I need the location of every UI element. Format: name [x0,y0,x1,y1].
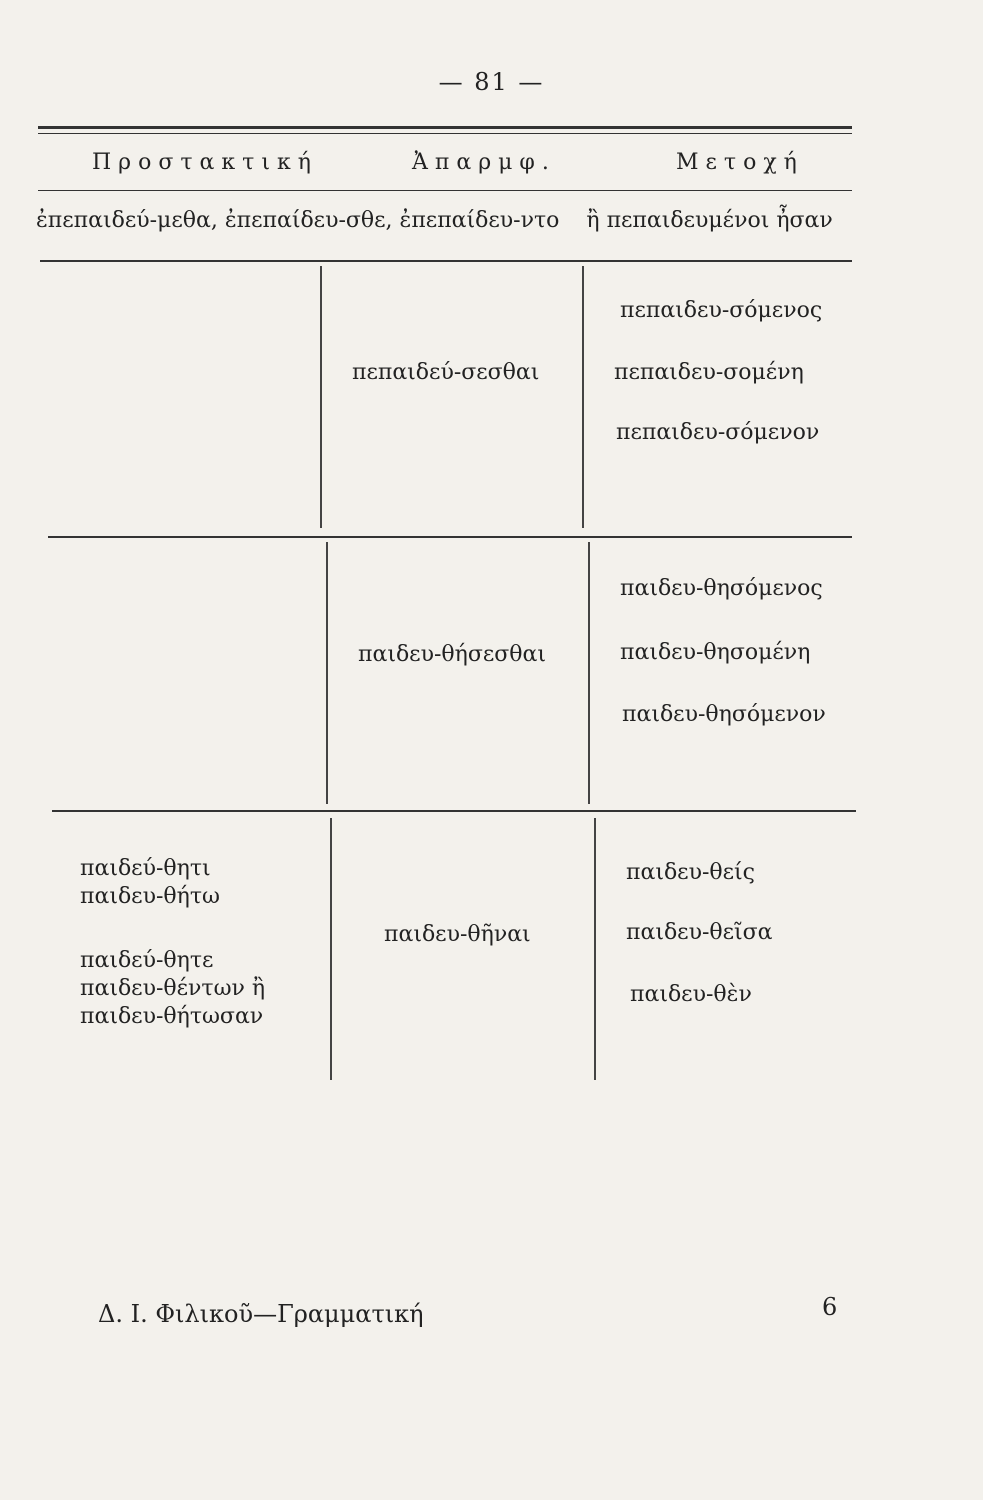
future-passive-participle-n: παιδευ-θησόμενον [622,702,826,727]
aorist-participle-m: παιδευ-θείς [626,860,755,885]
top-rule-thick [38,126,852,129]
divider-right-1 [582,266,584,528]
footer-sheet-number: 6 [822,1293,838,1321]
page-number: — 81 — [438,68,545,96]
future-perfect-participle-n: πεπαιδευ-σόμενον [616,420,820,445]
aorist-participle-n: παιδευ-θὲν [630,982,752,1007]
aorist-participle-f: παιδευ-θεῖσα [626,920,773,945]
aorist-imperative-4: παιδευ-θέντων ἢ [80,976,266,1001]
future-passive-infinitive: παιδευ-θήσεσθαι [358,642,546,667]
divider-left-2 [326,542,328,804]
header-infinitive: Ἀπαρμφ. [412,150,556,175]
top-rule-thin [38,133,852,134]
divider-left-3 [330,818,332,1080]
header-imperative: Προστακτική [92,150,318,175]
divider-left-1 [320,266,322,528]
header-rule [38,190,852,191]
aorist-imperative-5: παιδευ-θήτωσαν [80,1004,264,1029]
section-rule-1 [40,260,852,262]
divider-right-2 [588,542,590,804]
aorist-imperative-2: παιδευ-θήτω [80,884,220,909]
aorist-imperative-1: παιδεύ-θητι [80,856,211,881]
future-passive-participle-f: παιδευ-θησομένη [620,640,811,665]
header-participle: Μετοχή [676,150,804,175]
perfect-row [36,208,851,233]
future-passive-participle-m: παιδευ-θησόμενος [620,576,823,601]
aorist-imperative-3: παιδεύ-θητε [80,948,214,973]
divider-right-3 [594,818,596,1080]
perfect-participle: ἢ πεπαιδευμένοι ἦσαν [586,208,833,233]
section-rule-3 [52,810,856,812]
future-perfect-participle-f: πεπαιδευ-σομένη [614,360,804,385]
perfect-imperative: ἐπεπαιδεύ-μεθα, ἐπεπαίδευ-σθε, ἐπεπαίδευ-ντο [36,208,560,233]
aorist-infinitive: παιδευ-θῆναι [384,922,531,947]
footer-signature: Δ. Ι. Φιλικοῦ—Γραμματική [98,1300,424,1328]
section-rule-2 [48,536,852,538]
future-perfect-participle-m: πεπαιδευ-σόμενος [620,298,823,323]
future-perfect-infinitive: πεπαιδεύ-σεσθαι [352,360,540,385]
